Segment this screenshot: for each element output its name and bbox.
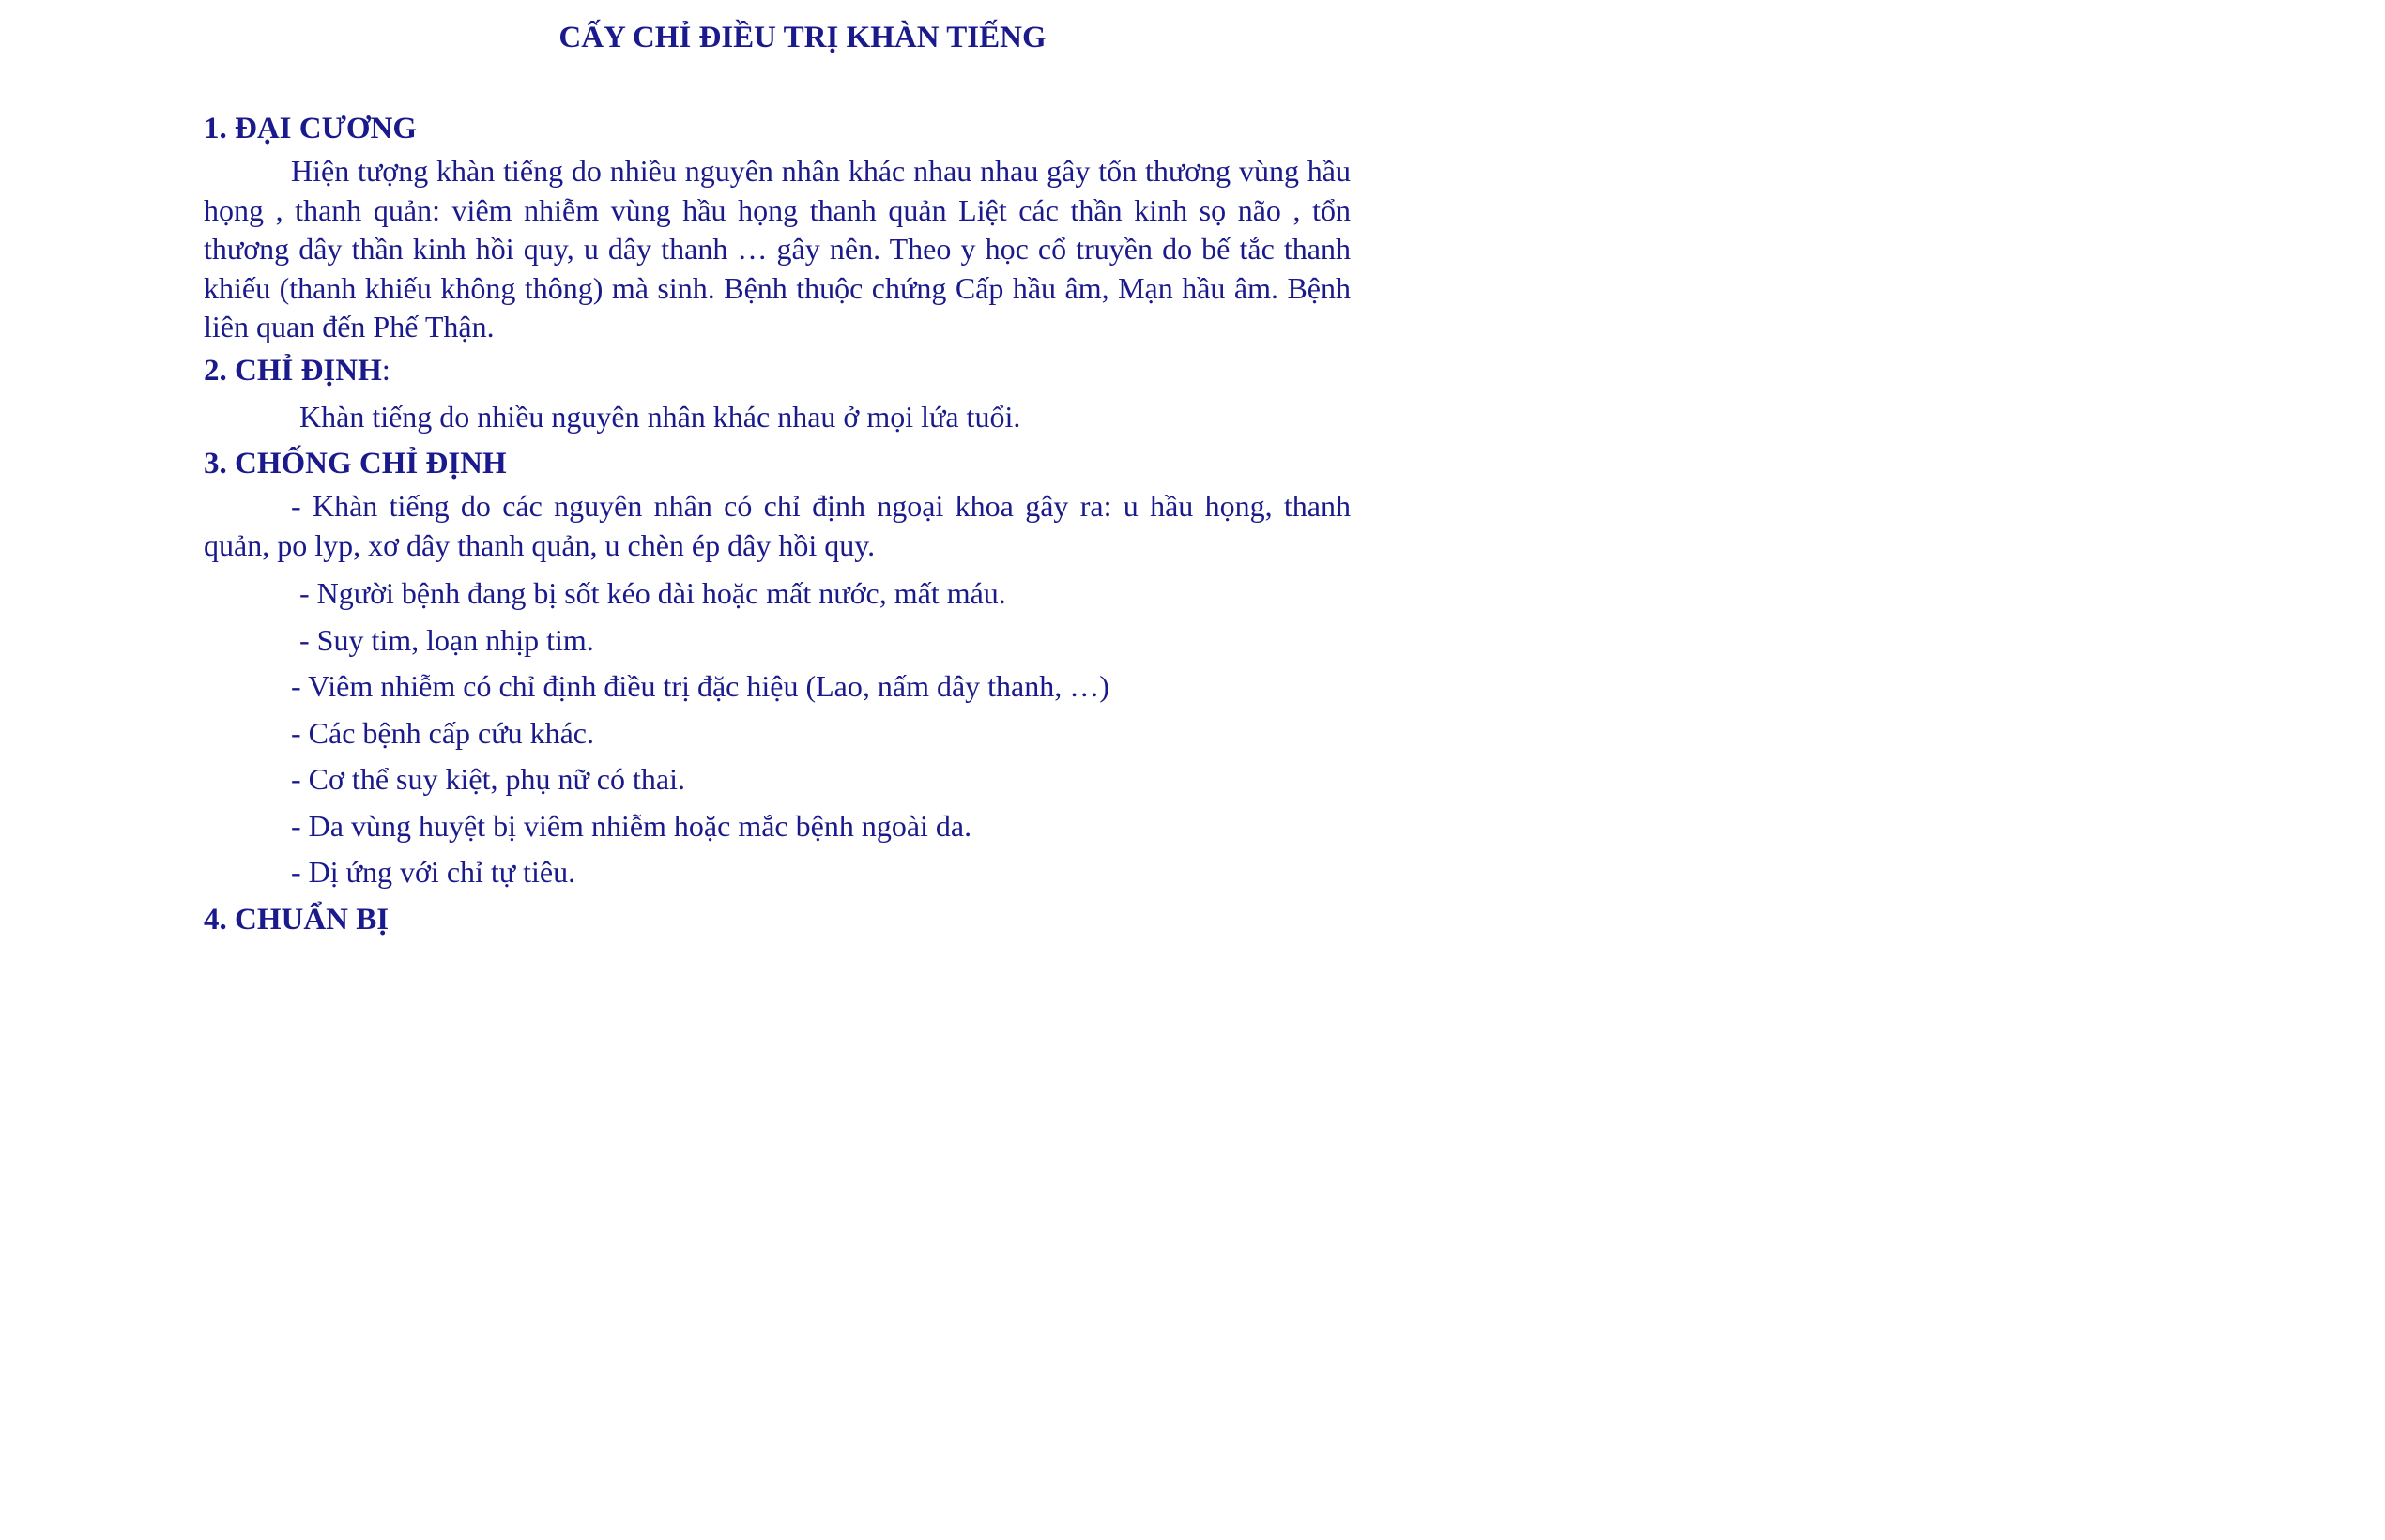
section-heading-chi-dinh-colon: : bbox=[381, 353, 390, 388]
contraindication-item: - Các bệnh cấp cứu khác. bbox=[291, 715, 594, 750]
contraindication-item: - Cơ thể suy kiệt, phụ nữ có thai. bbox=[291, 762, 685, 796]
section-body-chi-dinh: Khàn tiếng do nhiều nguyên nhân khác nhau ở mọi lứa tuổi. bbox=[299, 399, 1021, 434]
section-heading-dai-cuong: 1. ĐẠI CƯƠNG bbox=[204, 112, 418, 145]
contraindication-item: - Viêm nhiễm có chỉ định điều trị đặc hiệu (Lao, nấm dây thanh, …) bbox=[291, 669, 1109, 703]
contraindication-item: - Dị ứng với chỉ tự tiêu. bbox=[291, 855, 576, 889]
section-heading-chuan-bi: 4. CHUẨN BỊ bbox=[204, 902, 390, 937]
contraindication-item: - Suy tim, loạn nhịp tim. bbox=[299, 622, 594, 657]
contraindication-item: - Da vùng huyệt bị viêm nhiễm hoặc mắc bệnh ngoài da. bbox=[291, 808, 972, 843]
section-body-dai-cuong: Hiện tượng khàn tiếng do nhiều nguyên nhân khác nhau nhau gây tổn thương vùng hầu họng , thanh quản: viêm nhiễm vùng hầu họng thanh quản Liệt các thần kinh sọ não , tổn thương dây thần kinh hồi quy, u dây thanh … gây nên. Theo y học cổ truyền do bế tắc thanh khiếu (thanh khiếu không thông) mà sinh. Bệnh thuộc chứng Cấp hầu âm, Mạn hầu âm. Bệnh liên quan đến Phế Thận. bbox=[204, 154, 1351, 343]
section-heading-chi-dinh bbox=[204, 347, 1351, 394]
section-heading-chi-dinh-text: 2. CHỈ ĐỊNH bbox=[204, 353, 382, 388]
document-content bbox=[204, 105, 1351, 943]
contraindication-item: - Khàn tiếng do các nguyên nhân có chỉ định ngoại khoa gây ra: u hầu họng, thanh quản, po lyp, xơ dây thanh quản, u chèn ép dây hồi quy. bbox=[204, 489, 1351, 562]
section-heading-chong-chi-dinh: 3. CHỐNG CHỈ ĐỊNH bbox=[204, 447, 507, 480]
contraindication-item: - Người bệnh đang bị sốt kéo dài hoặc mất nước, mất máu. bbox=[299, 576, 1006, 610]
document-title: CẤY CHỈ ĐIỀU TRỊ KHÀN TIẾNG bbox=[558, 21, 1047, 54]
